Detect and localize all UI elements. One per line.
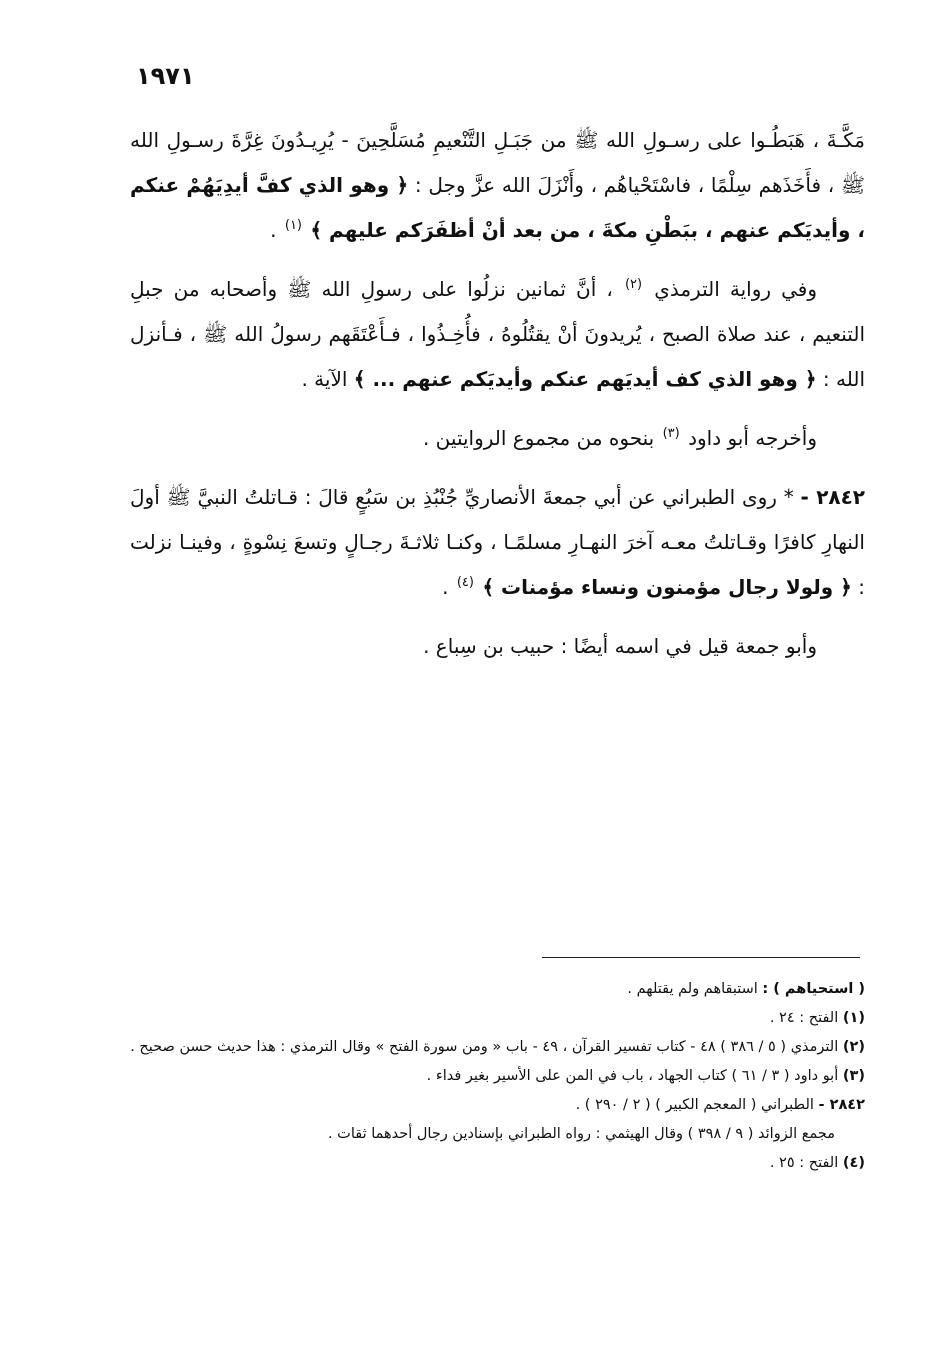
- footnote-label: (٢): [842, 1039, 865, 1055]
- footnote-item: [130, 1062, 865, 1091]
- footnote-item: [130, 1091, 865, 1120]
- footnote-ref: (٣): [662, 426, 680, 442]
- page-number: ١٩٧١: [136, 62, 195, 90]
- footnote-label: ٢٨٤٢ -: [818, 1097, 865, 1113]
- paragraph-text: بنحوه من مجموع الروايتين .: [422, 426, 655, 450]
- footnote-label: (١): [842, 1010, 865, 1026]
- paragraph-5: [130, 624, 865, 669]
- footnote-label: ( استحياهم ) :: [762, 981, 865, 997]
- footnote-ref: (٢): [624, 277, 643, 293]
- paragraph-tail: .: [270, 218, 283, 242]
- paragraph-text: * روى الطبراني عن أبي جمعةَ الأنصاريِّ جُنْبُذِ بن سَبُعٍ قالَ : قـاتلتُ النبيَّ ﷺ أولَ النهارِ كافرًا وقـاتلتُ معـه آخرَ النهـارِ مسلمًـا ، وكنـا ثلاثـةَ رجـالٍ وتسعَ نِسْوةٍ ، وفينـا نزلت :: [130, 485, 865, 599]
- footnote-label: (٤): [842, 1155, 865, 1171]
- footnotes: [130, 975, 865, 1178]
- quran-verse: ﴿ ولولا رجال مؤمنون ونساء مؤمنات ﴾: [482, 575, 852, 599]
- quran-verse: ﴿ وهو الذي كف أيديَهم عنكم وأيديَكم عنهم ... ﴾: [353, 367, 817, 391]
- paragraph-tail: .: [442, 575, 455, 599]
- paragraph-tail: الآية .: [301, 367, 354, 391]
- footnote-text: مجمع الزوائد ( ٩ / ٣٩٨ ) وقال الهيثمي : رواه الطبراني بإسنادين رجال أحدهما ثقات .: [327, 1126, 835, 1142]
- footnote-divider: [542, 957, 860, 958]
- quran-verse: ﴿ وهو الذي كفَّ أيدِيَهُمْ عنكم ، وأيديَكم عنهم ، ببَطْنِ مكةَ ، من بعد أنْ أظفَرَكم عليهم ﴾: [130, 173, 865, 242]
- paragraph-start: وأخرجه أبو داود: [688, 426, 817, 450]
- footnote-ref: (٤): [456, 575, 474, 591]
- paragraph-text: مَكَّـةَ ، هَبَطُـوا على رسـولِ الله ﷺ من جَبَـلِ التَّنْعيمِ مُسَلَّحِينَ - يُرِيـدُونَ غِرَّةَ رسـولِ الله ﷺ ، فأَخَذَهم سِلْمًا ، فاسْتَحْياهُم ، وأَنْزَلَ الله عزَّ وجل :: [130, 128, 866, 197]
- footnote-text: الفتح : ٢٥ .: [769, 1155, 839, 1171]
- footnote-item: [130, 1149, 865, 1178]
- paragraph-1: [130, 118, 865, 253]
- footnote-ref: (١): [284, 218, 302, 234]
- hadith-number: ٢٨٤٢ -: [800, 485, 866, 509]
- paragraph-text: ، أنَّ ثمانين نزلُوا على رسولِ الله ﷺ وأصحابه من جبلِ التنعيم ، عند صلاة الصبح ، يُريدونَ أنْ يقتُلُوهُ ، فأُخِـذُوا ، فـأَعْتَقَهم رسولُ الله ﷺ ، فـأنزل الله :: [130, 277, 865, 391]
- footnote-text: الطبراني ( المعجم الكبير ) ( ٢ / ٢٩٠ ) .: [575, 1097, 814, 1113]
- footnote-text: الترمذي ( ٥ / ٣٨٦ ) ٤٨ - كتاب تفسير القرآن ، ٤٩ - باب « ومن سورة الفتح » وقال الترمذي : هذا حديث حسن صحيح .: [130, 1039, 839, 1055]
- footnote-label: (٣): [842, 1068, 865, 1084]
- footnote-item: [130, 975, 865, 1004]
- footnote-text: أبو داود ( ٣ / ٦١ ) كتاب الجهاد ، باب في المن على الأسير بغير فداء .: [426, 1068, 839, 1084]
- hadith-2842: [130, 475, 865, 610]
- main-text: [130, 118, 865, 683]
- paragraph-start: وفي رواية الترمذي: [654, 277, 818, 301]
- footnote-text: الفتح : ٢٤ .: [769, 1010, 839, 1026]
- paragraph-text: وأبو جمعة قيل في اسمه أيضًا : حبيب بن سِباع .: [423, 634, 817, 658]
- footnote-item: [130, 1033, 865, 1062]
- footnote-text: استبقاهم ولم يقتلهم .: [627, 981, 758, 997]
- footnote-item: [130, 1120, 865, 1149]
- paragraph-2: [130, 267, 865, 402]
- footnote-item: [130, 1004, 865, 1033]
- paragraph-3: [130, 416, 865, 461]
